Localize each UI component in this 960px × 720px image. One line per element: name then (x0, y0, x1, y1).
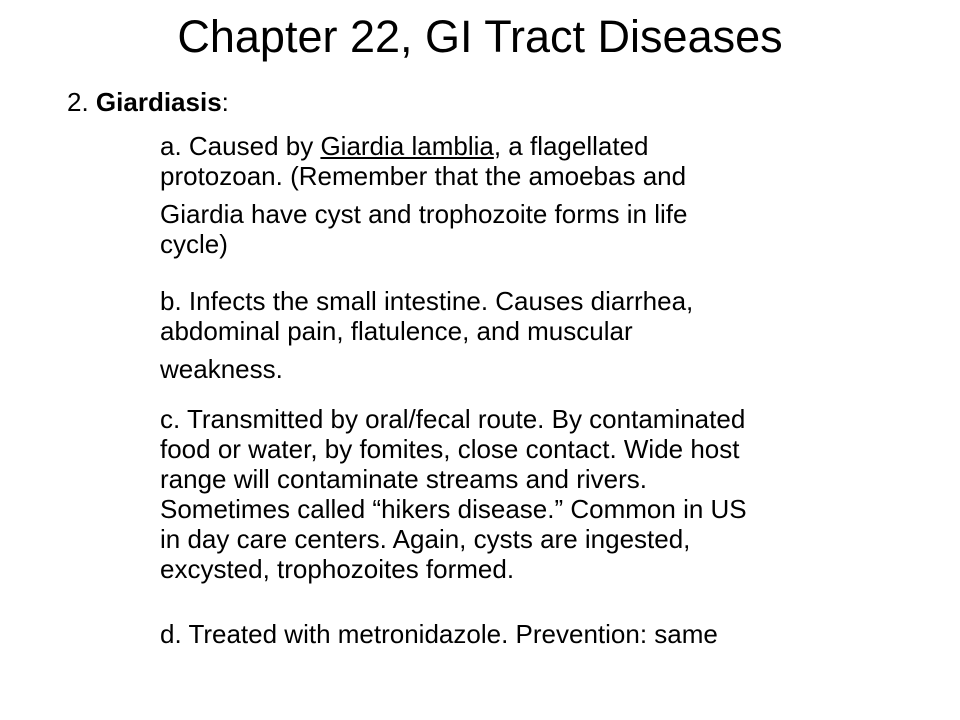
organism-name: Giardia lamblia (320, 131, 494, 161)
bullet-a-line-3: Giardia have cyst and trophozoite forms in life (160, 199, 688, 229)
bullet-b-line-2: abdominal pain, flatulence, and muscular (160, 316, 633, 346)
bullet-c-line-3: range will contaminate streams and rivers. (160, 464, 647, 494)
bullet-a-line-4: cycle) (160, 229, 228, 259)
heading-number: 2. (67, 87, 89, 117)
bullet-d (160, 619, 930, 649)
bullet-a-text: , a flagellated (493, 131, 649, 161)
bullet-c-line-4: Sometimes called “hikers disease.” Common in US (160, 494, 747, 524)
bullet-c (160, 404, 930, 584)
bullet-d-line-1: d. Treated with metronidazole. Prevention: same (160, 619, 718, 649)
heading-suffix: : (221, 87, 229, 117)
bullet-b-line-3: weakness. (160, 354, 283, 384)
bullet-c-line-6: excysted, trophozoites formed. (160, 554, 515, 584)
bullet-a-line-1 (160, 131, 930, 161)
bullet-a-line-2: protozoan. (Remember that the amoebas and (160, 161, 687, 191)
section-heading (67, 86, 229, 118)
bullet-b-line-1: b. Infects the small intestine. Causes diarrhea, (160, 286, 694, 316)
bullet-a (160, 131, 930, 259)
bullet-c-line-1: c. Transmitted by oral/fecal route. By contaminated (160, 404, 746, 434)
bullet-a-text: a. Caused by (160, 131, 321, 161)
slide-title: Chapter 22, GI Tract Diseases (177, 11, 783, 62)
heading-term: Giardiasis (95, 87, 222, 117)
bullet-c-line-2: food or water, by fomites, close contact. Wide host (160, 434, 740, 464)
bullet-b (160, 286, 930, 384)
bullet-c-line-5: in day care centers. Again, cysts are ingested, (160, 524, 691, 554)
